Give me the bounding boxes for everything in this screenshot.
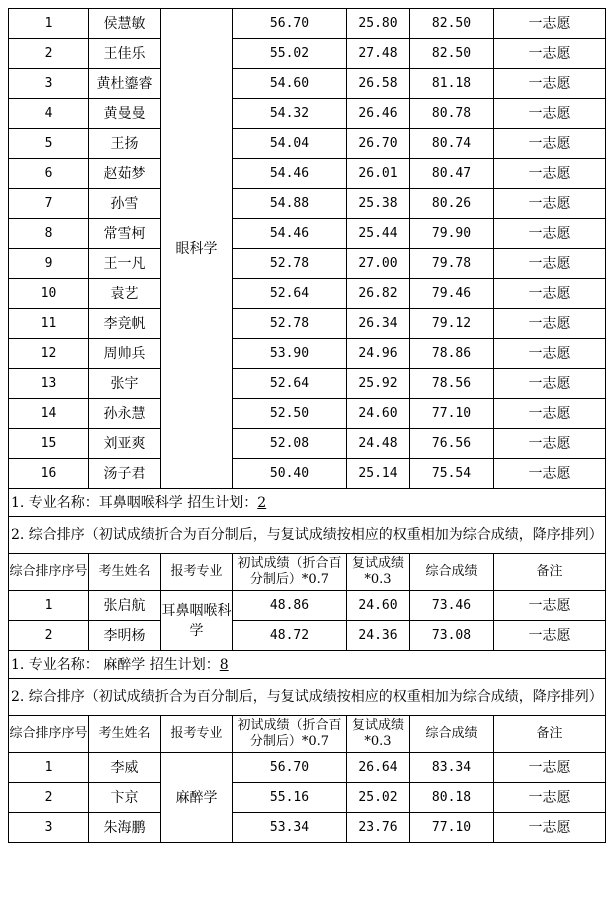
total-score-cell: 78.86 (410, 339, 494, 369)
initial-score-cell: 52.50 (233, 399, 347, 429)
total-score-cell: 77.10 (410, 399, 494, 429)
rank-cell: 3 (9, 69, 89, 99)
note-cell: 一志愿 (494, 129, 606, 159)
column-header-note: 备注 (494, 716, 606, 753)
header-row (9, 554, 606, 591)
rank-cell: 8 (9, 219, 89, 249)
table-row (9, 69, 606, 99)
initial-score-cell: 52.08 (233, 429, 347, 459)
table-row (9, 159, 606, 189)
rank-cell: 5 (9, 129, 89, 159)
column-header-major: 报考专业 (161, 554, 233, 591)
total-score-cell: 79.90 (410, 219, 494, 249)
retest-score-cell: 25.92 (347, 369, 410, 399)
candidate-name-cell: 王扬 (89, 129, 161, 159)
rank-cell: 14 (9, 399, 89, 429)
total-score-cell: 76.56 (410, 429, 494, 459)
retest-score-cell: 24.36 (347, 621, 410, 651)
note-cell: 一志愿 (494, 309, 606, 339)
section-title (9, 489, 606, 517)
note-cell: 一志愿 (494, 9, 606, 39)
initial-score-cell: 54.46 (233, 159, 347, 189)
total-score-cell: 78.56 (410, 369, 494, 399)
retest-score-cell: 24.48 (347, 429, 410, 459)
total-score-cell: 73.08 (410, 621, 494, 651)
retest-score-cell: 24.96 (347, 339, 410, 369)
ranking-rule-note: 2. 综合排序（初试成绩折合为百分制后，与复试成绩按相应的权重相加为综合成绩，降序排列） (9, 679, 606, 716)
retest-score-cell: 26.46 (347, 99, 410, 129)
total-score-cell: 80.78 (410, 99, 494, 129)
total-score-cell: 82.50 (410, 39, 494, 69)
candidate-name-cell: 卞京 (89, 783, 161, 813)
candidate-name-cell: 李明杨 (89, 621, 161, 651)
table-row (9, 429, 606, 459)
initial-score-cell: 55.16 (233, 783, 347, 813)
table-row (9, 129, 606, 159)
retest-score-cell: 24.60 (347, 399, 410, 429)
total-score-cell: 79.46 (410, 279, 494, 309)
note-cell: 一志愿 (494, 189, 606, 219)
column-header-initial: 初试成绩（折合百分制后）*0.7 (233, 716, 347, 753)
total-score-cell: 80.18 (410, 783, 494, 813)
ranking-rule-note: 2. 综合排序（初试成绩折合为百分制后，与复试成绩按相应的权重相加为综合成绩，降序排列） (9, 517, 606, 554)
column-header-rank: 综合排序序号 (9, 554, 89, 591)
column-header-name: 考生姓名 (89, 716, 161, 753)
total-score-cell: 83.34 (410, 753, 494, 783)
total-score-cell: 75.54 (410, 459, 494, 489)
table-row (9, 99, 606, 129)
column-header-major: 报考专业 (161, 716, 233, 753)
column-header-total: 综合成绩 (410, 554, 494, 591)
initial-score-cell: 54.60 (233, 69, 347, 99)
note-cell: 一志愿 (494, 591, 606, 621)
column-header-rank: 综合排序序号 (9, 716, 89, 753)
candidate-name-cell: 袁艺 (89, 279, 161, 309)
table-row (9, 369, 606, 399)
table-row (9, 783, 606, 813)
initial-score-cell: 55.02 (233, 39, 347, 69)
column-header-initial: 初试成绩（折合百分制后）*0.7 (233, 554, 347, 591)
note-cell: 一志愿 (494, 753, 606, 783)
rank-cell: 3 (9, 813, 89, 843)
retest-score-cell: 25.02 (347, 783, 410, 813)
initial-score-cell: 52.78 (233, 249, 347, 279)
table-row (9, 813, 606, 843)
candidate-name-cell: 刘亚爽 (89, 429, 161, 459)
note-cell: 一志愿 (494, 783, 606, 813)
table-row (9, 39, 606, 69)
retest-score-cell: 24.60 (347, 591, 410, 621)
initial-score-cell: 54.32 (233, 99, 347, 129)
rank-cell: 2 (9, 39, 89, 69)
note-cell: 一志愿 (494, 39, 606, 69)
candidate-name-cell: 赵茹梦 (89, 159, 161, 189)
table-row (9, 399, 606, 429)
note-cell: 一志愿 (494, 429, 606, 459)
note-cell: 一志愿 (494, 99, 606, 129)
total-score-cell: 73.46 (410, 591, 494, 621)
initial-score-cell: 48.72 (233, 621, 347, 651)
total-score-cell: 82.50 (410, 9, 494, 39)
total-score-cell: 77.10 (410, 813, 494, 843)
initial-score-cell: 56.70 (233, 753, 347, 783)
note-cell: 一志愿 (494, 279, 606, 309)
rank-cell: 16 (9, 459, 89, 489)
rank-cell: 4 (9, 99, 89, 129)
candidate-name-cell: 孙雪 (89, 189, 161, 219)
retest-score-cell: 26.01 (347, 159, 410, 189)
retest-score-cell: 26.58 (347, 69, 410, 99)
retest-score-cell: 25.38 (347, 189, 410, 219)
major-name-label: 1. 专业名称： 麻醉学 招生计划： (11, 656, 220, 673)
rank-cell: 10 (9, 279, 89, 309)
note-cell: 一志愿 (494, 219, 606, 249)
table-row (9, 591, 606, 621)
candidate-name-cell: 王一凡 (89, 249, 161, 279)
table-row (9, 459, 606, 489)
candidate-name-cell: 常雪柯 (89, 219, 161, 249)
total-score-cell: 79.78 (410, 249, 494, 279)
column-header-total: 综合成绩 (410, 716, 494, 753)
column-header-retest: 复试成绩*0.3 (347, 554, 410, 591)
rank-cell: 2 (9, 621, 89, 651)
table-row (9, 189, 606, 219)
initial-score-cell: 54.04 (233, 129, 347, 159)
major-cell: 耳鼻咽喉科学 (161, 591, 233, 651)
total-score-cell: 80.47 (410, 159, 494, 189)
major-cell: 眼科学 (161, 9, 233, 489)
rank-cell: 1 (9, 753, 89, 783)
retest-score-cell: 26.82 (347, 279, 410, 309)
retest-score-cell: 23.76 (347, 813, 410, 843)
candidate-name-cell: 侯慧敏 (89, 9, 161, 39)
rank-cell: 7 (9, 189, 89, 219)
table-row (9, 309, 606, 339)
candidate-name-cell: 汤子君 (89, 459, 161, 489)
candidate-name-cell: 张宇 (89, 369, 161, 399)
retest-score-cell: 26.70 (347, 129, 410, 159)
table-row (9, 219, 606, 249)
section-note-row (9, 679, 606, 716)
retest-score-cell: 26.64 (347, 753, 410, 783)
initial-score-cell: 52.64 (233, 279, 347, 309)
column-header-retest: 复试成绩*0.3 (347, 716, 410, 753)
note-cell: 一志愿 (494, 249, 606, 279)
initial-score-cell: 54.46 (233, 219, 347, 249)
section-title-row (9, 651, 606, 679)
major-cell: 麻醉学 (161, 753, 233, 843)
rank-cell: 11 (9, 309, 89, 339)
candidate-name-cell: 黄杜鎏睿 (89, 69, 161, 99)
retest-score-cell: 27.00 (347, 249, 410, 279)
note-cell: 一志愿 (494, 621, 606, 651)
total-score-cell: 80.74 (410, 129, 494, 159)
rank-cell: 13 (9, 369, 89, 399)
candidate-name-cell: 周帅兵 (89, 339, 161, 369)
major-name-label: 1. 专业名称：耳鼻咽喉科学 招生计划： (11, 494, 258, 511)
initial-score-cell: 53.90 (233, 339, 347, 369)
candidate-name-cell: 张启航 (89, 591, 161, 621)
candidate-name-cell: 朱海鹏 (89, 813, 161, 843)
table-row (9, 621, 606, 651)
table-row (9, 9, 606, 39)
candidate-name-cell: 黄曼曼 (89, 99, 161, 129)
table-row (9, 249, 606, 279)
retest-score-cell: 27.48 (347, 39, 410, 69)
note-cell: 一志愿 (494, 69, 606, 99)
initial-score-cell: 54.88 (233, 189, 347, 219)
enrollment-plan-value: 2 (257, 494, 267, 511)
retest-score-cell: 25.44 (347, 219, 410, 249)
rank-cell: 6 (9, 159, 89, 189)
section-title (9, 651, 606, 679)
note-cell: 一志愿 (494, 339, 606, 369)
initial-score-cell: 52.64 (233, 369, 347, 399)
retest-score-cell: 25.14 (347, 459, 410, 489)
retest-score-cell: 26.34 (347, 309, 410, 339)
total-score-cell: 80.26 (410, 189, 494, 219)
section-note-row (9, 517, 606, 554)
note-cell: 一志愿 (494, 459, 606, 489)
candidate-name-cell: 王佳乐 (89, 39, 161, 69)
note-cell: 一志愿 (494, 159, 606, 189)
total-score-cell: 79.12 (410, 309, 494, 339)
note-cell: 一志愿 (494, 813, 606, 843)
initial-score-cell: 48.86 (233, 591, 347, 621)
header-row (9, 716, 606, 753)
note-cell: 一志愿 (494, 369, 606, 399)
table-row (9, 279, 606, 309)
initial-score-cell: 53.34 (233, 813, 347, 843)
total-score-cell: 81.18 (410, 69, 494, 99)
rank-cell: 12 (9, 339, 89, 369)
candidate-name-cell: 孙永慧 (89, 399, 161, 429)
retest-score-cell: 25.80 (347, 9, 410, 39)
table-row (9, 753, 606, 783)
initial-score-cell: 50.40 (233, 459, 347, 489)
rank-cell: 9 (9, 249, 89, 279)
rank-cell: 1 (9, 591, 89, 621)
table-row (9, 339, 606, 369)
rank-cell: 1 (9, 9, 89, 39)
candidate-name-cell: 李竞帆 (89, 309, 161, 339)
score-table (8, 8, 606, 843)
rank-cell: 2 (9, 783, 89, 813)
note-cell: 一志愿 (494, 399, 606, 429)
column-header-name: 考生姓名 (89, 554, 161, 591)
rank-cell: 15 (9, 429, 89, 459)
initial-score-cell: 52.78 (233, 309, 347, 339)
column-header-note: 备注 (494, 554, 606, 591)
initial-score-cell: 56.70 (233, 9, 347, 39)
candidate-name-cell: 李威 (89, 753, 161, 783)
enrollment-plan-value: 8 (219, 656, 229, 673)
section-title-row (9, 489, 606, 517)
